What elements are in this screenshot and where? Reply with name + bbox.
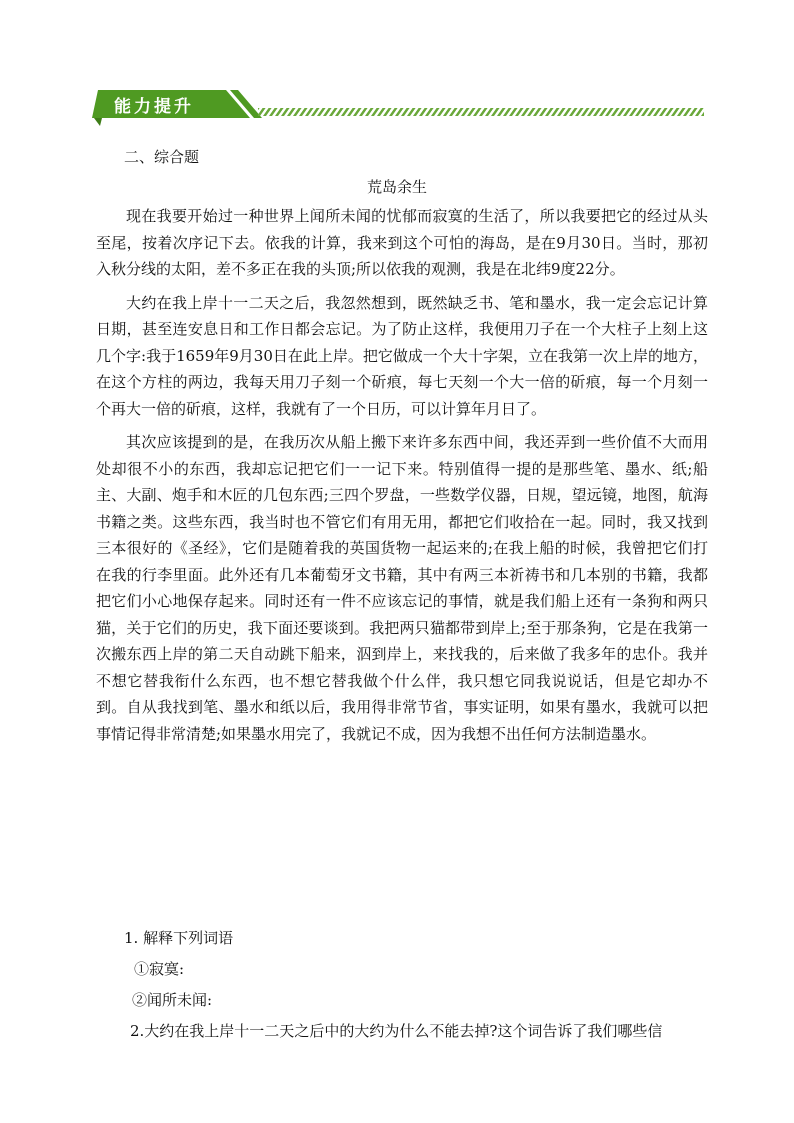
- section-banner: [92, 86, 704, 128]
- banner-title: 能力提升: [114, 97, 194, 117]
- question-1-item-a: ①寂寞:: [134, 960, 185, 978]
- passage-title: 荒岛余生: [366, 178, 427, 196]
- passage-body: [96, 203, 708, 754]
- paragraph: 现在我要开始过一种世界上闻所未闻的忧郁而寂寞的生活了，所以我要把它的经过从头至尾，按着次序记下去。依我的计算，我来到这个可怕的海岛，是在9月30日。当时，那初入秋分线的太阳，差不多正在我的头顶;所以依我的观测，我是在北纬9度22分。: [96, 207, 708, 278]
- paragraph: 其次应该提到的是，在我历次从船上搬下来许多东西中间，我还弄到一些价值不大而用处却很不小的东西，我却忘记把它们一一记下来。特别值得一提的是那些笔、墨水、纸;船主、大副、炮手和木匠的几包东西;三四个罗盘，一些数学仪器，日规，望远镜，地图，航海书籍之类。这些东西，我当时也不管它们有用无用，都把它们收拾在一起。同时，我又找到三本很好的《圣经》，它们是随着我的英国货物一起运来的;在我上船的时候，我曾把它们打在我的行李里面。此外还有几本葡萄牙文书籍，其中有两三本祈祷书和几本别的书籍，我都把它们小心地保存起来。同时还有一件不应该忘记的事情，就是我们船上还有一条狗和两只猫，关于它们的历史，我下面还要谈到。我把两只猫都带到岸上;至于那条狗，它是在我第一次搬东西上岸的第二天自动跳下船来，泅到岸上，来找我的，后来做了我多年的忠仆。我并不想它替我衔什么东西，也不想它替我做个什么伴，我只想它同我说说话，但是它却办不到。自从我找到笔、墨水和纸以后，我用得非常节省，事实证明，如果有墨水，我就可以把事情记得非常清楚;如果墨水用完了，我就记不成，因为我想不出任何方法制造墨水。: [96, 433, 708, 743]
- question-1: 1. 解释下列词语: [124, 929, 234, 947]
- question-2: 2.大约在我上岸十一二天之后中的大约为什么不能去掉?这个词告诉了我们哪些信: [130, 1022, 663, 1040]
- section-heading: 二、综合题: [124, 148, 200, 166]
- paragraph: 大约在我上岸十一二天之后，我忽然想到，既然缺乏书、笔和墨水，我一定会忘记计算日期，甚至连安息日和工作日都会忘记。为了防止这样，我便用刀子在一个大柱子上刻上这几个字:我于1659年9月30日在此上岸。把它做成一个大十字架，立在我第一次上岸的地方，在这个方柱的两边，我每天用刀子刻一个斫痕，每七天刻一个大一倍的斫痕，每一个月刻一个再大一倍的斫痕，这样，我就有了一个日历，可以计算年月日了。: [96, 293, 708, 418]
- question-1-item-b: ②闻所未闻:: [132, 991, 213, 1009]
